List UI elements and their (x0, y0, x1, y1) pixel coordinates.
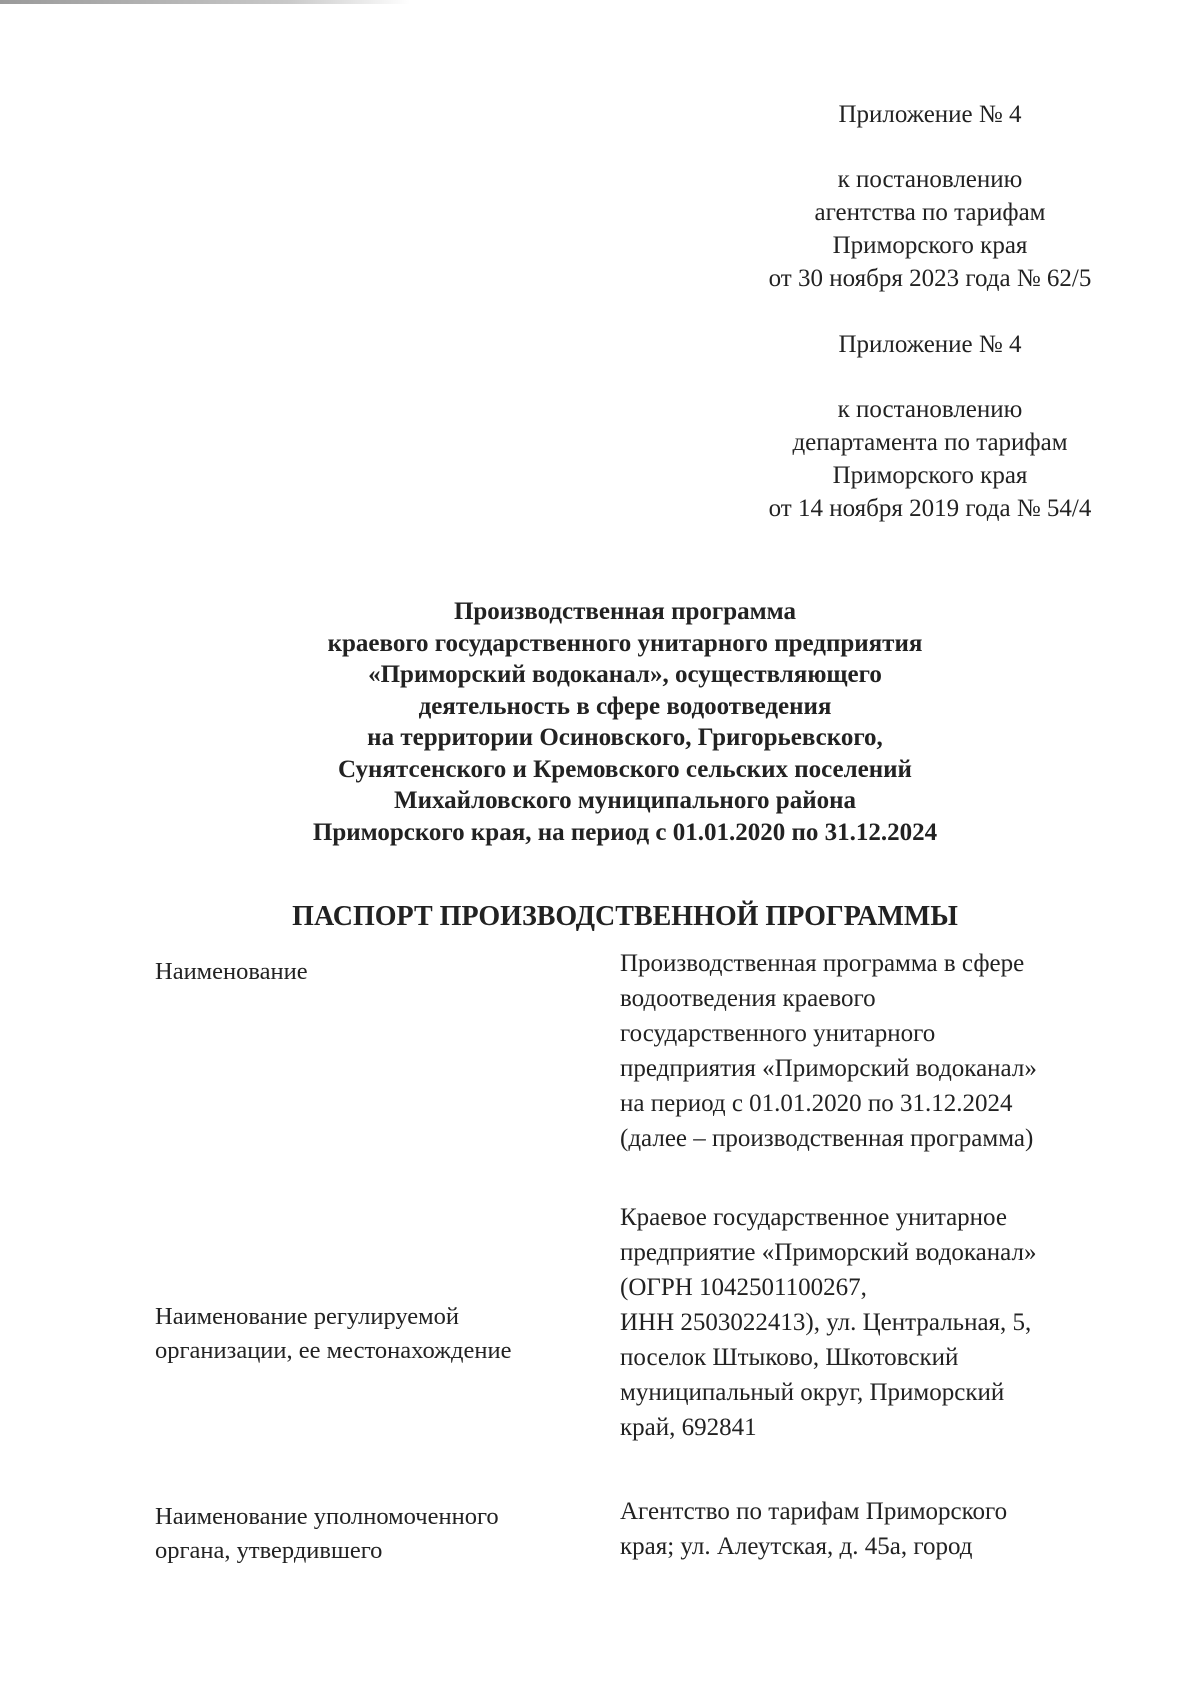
row-value-line: на период с 01.01.2020 по 31.12.2024 (620, 1090, 1013, 1117)
passport-row-1-label (155, 955, 595, 989)
appendix-block-1 (720, 98, 1140, 295)
row-value-line: края; ул. Алеутская, д. 45а, город (620, 1533, 973, 1560)
program-title-line: на территории Осиновского, Григорьевского, (367, 724, 883, 751)
appendix-line: Приморского края (832, 462, 1028, 489)
row-value-line: (далее – производственная программа) (620, 1125, 1034, 1152)
appendix-line: от 30 ноября 2023 года № 62/5 (768, 265, 1092, 292)
appendix-title: Приложение № 4 (838, 331, 1022, 358)
row-label-line: Наименование (155, 958, 308, 985)
row-label-line: Наименование регулируемой (155, 1303, 460, 1330)
program-title-line: Михайловского муниципального района (393, 787, 857, 814)
scan-edge-mark (0, 0, 410, 4)
row-label-line: организации, ее местонахождение (155, 1337, 512, 1364)
program-title-line: краевого государственного унитарного предприятия (327, 629, 923, 657)
program-title-line: Сунятсенского и Кремовского сельских поселений (338, 755, 912, 783)
appendix-line: от 14 ноября 2019 года № 54/4 (768, 495, 1092, 522)
row-value-line: муниципальный округ, Приморский (620, 1379, 1005, 1406)
row-label-line: органа, утвердившего (155, 1537, 383, 1564)
program-title-line: Приморского края, на период с 01.01.2020 по 31.12.2024 (312, 818, 938, 846)
appendix-line: Приморского края (832, 232, 1028, 259)
row-label-line: Наименование уполномоченного (155, 1503, 499, 1530)
row-value-line: Агентство по тарифам Приморского (620, 1498, 1008, 1525)
appendix-line: департамента по тарифам (792, 429, 1068, 456)
appendix-block-2 (720, 328, 1140, 525)
passport-row-3-value (620, 1494, 1120, 1564)
passport-row-1-value (620, 946, 1120, 1156)
passport-row-2-label (155, 1300, 595, 1368)
program-title-line: деятельность в сфере водоотведения (418, 692, 832, 720)
row-value-line: Краевое государственное унитарное (620, 1204, 1007, 1231)
row-value-line: ИНН 2503022413), ул. Центральная, 5, (620, 1309, 1032, 1336)
row-value-line: государственного унитарного (620, 1020, 936, 1047)
passport-title: ПАСПОРТ ПРОИЗВОДСТВЕННОЙ ПРОГРАММЫ (292, 901, 958, 932)
program-title (200, 596, 1050, 848)
row-value-line: Производственная программа в сфере (620, 950, 1025, 977)
appendix-line: агентства по тарифам (814, 199, 1046, 226)
passport-row-3-label (155, 1500, 595, 1568)
row-value-line: предприятие «Приморский водоканал» (620, 1239, 1037, 1266)
program-title-line: «Приморский водоканал», осуществляющего (368, 661, 882, 688)
row-value-line: водоотведения краевого (620, 985, 876, 1012)
row-value-line: предприятия «Приморский водоканал» (620, 1055, 1037, 1082)
row-value-line: поселок Штыково, Шкотовский (620, 1344, 959, 1371)
program-title-line: Производственная программа (453, 598, 797, 625)
row-value-line: (ОГРН 1042501100267, (620, 1274, 867, 1301)
passport-row-2-value (620, 1200, 1120, 1445)
appendix-line: к постановлению (837, 396, 1023, 423)
appendix-line: к постановлению (837, 166, 1023, 193)
appendix-title: Приложение № 4 (838, 101, 1022, 128)
row-value-line: край, 692841 (620, 1414, 757, 1441)
